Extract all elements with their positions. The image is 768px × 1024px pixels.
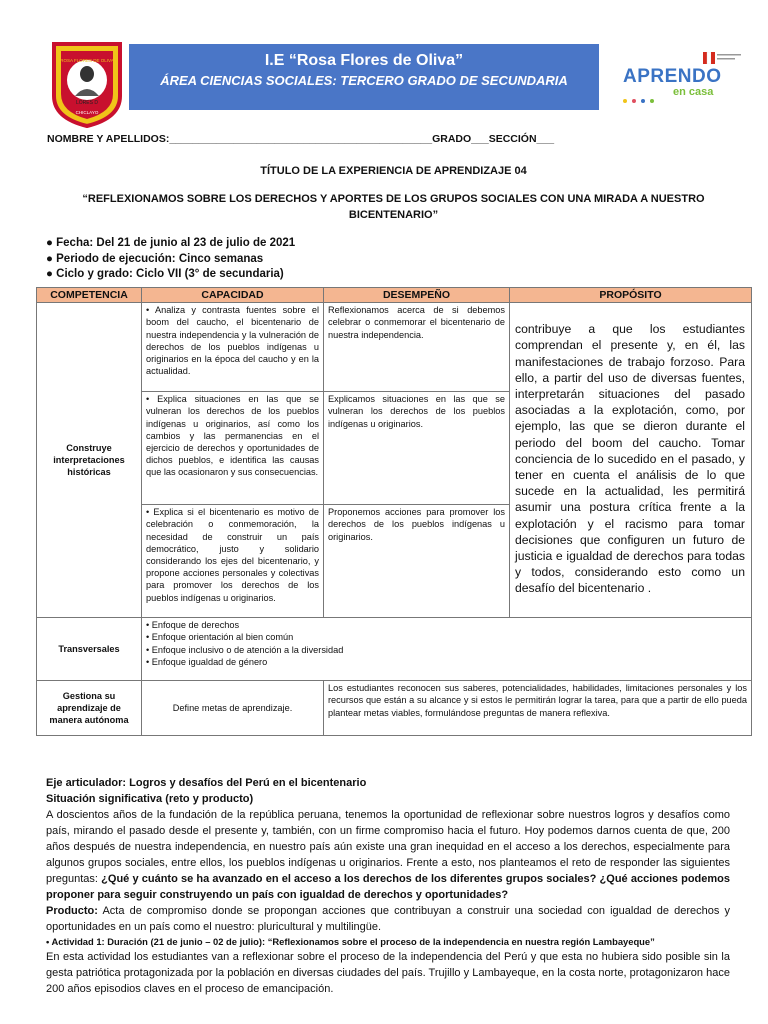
eje-articulador: Eje articulador: Logros y desafíos del Perú en el bicentenario: [46, 777, 367, 789]
header-banner: [129, 44, 599, 110]
transversales-label: Transversales: [37, 618, 142, 681]
info-list: [46, 236, 295, 283]
peru-flag-icon: [703, 52, 743, 64]
proposito-cell: contribuye a que los estudiantes comprendan el presente y, en él, las manifestaciones de trabajo forzoso. Para ello, a partir del uso de diversas fuentes, interpretarán situaciones del pasado asociadas a la explotación, como, por ejemplo, las que se dieron durante el periodo del boom del caucho. Tomar conciencia de lo sucedido en el pasado, y tener en cuenta el análisis de lo que sucede en la actualidad, les permitirá asumir una postura crítica frente a la explotación y el racismo para tomar decisiones que configuren un futuro de justicia e igualdad de derechos para todas y todos, considerando esto como un desafío del bicentenario .: [510, 303, 752, 618]
logo-text: LORES D: [76, 100, 98, 106]
table-row: [37, 303, 752, 392]
aprendo-en-casa-logo: [599, 44, 751, 110]
situacion-title: Situación significativa (reto y producto): [46, 793, 254, 805]
aprendo-dots: [623, 90, 659, 108]
aprendo-word: APRENDO: [623, 66, 722, 87]
header-competencia: COMPETENCIA: [37, 288, 142, 303]
capacidad-cell: • Analiza y contrasta fuentes sobre el boom del caucho, el bicentenario de nuestra independencia y la vulneración de derechos de los pueblos indígenas u originarios en la época del caucho y en la actualidad.: [142, 303, 324, 392]
info-periodo: ● Periodo de ejecución: Cinco semanas: [46, 252, 264, 265]
aprendo-sub: en casa: [673, 86, 714, 98]
body-text: [46, 775, 730, 997]
header-capacidad: CAPACIDAD: [142, 288, 324, 303]
competencias-table: [36, 287, 752, 736]
header-desempeno: DESEMPEÑO: [324, 288, 510, 303]
header-proposito: PROPÓSITO: [510, 288, 752, 303]
enfoque-item: • Enfoque inclusivo o de atención a la diversidad: [146, 644, 344, 655]
producto-paragraph: [46, 903, 730, 935]
area-title: ÁREA CIENCIAS SOCIALES: TERCERO GRADO DE SECUNDARIA: [160, 73, 568, 88]
producto-label: Producto:: [46, 905, 98, 917]
situacion-text: A doscientos años de la fundación de la república peruana, tenemos la oportunidad de reflexionar sobre nuestros logros y desafíos como país, mirando el pasado desde el presente y, también, con un firme compromiso hacia el futuro. Hoy podemos darnos cuenta de que, 200 años después de nuestra independencia, en nuestro país aún existe una gran inequidad en el acceso a los derechos, especialmente para algunos grupos sociales, entre ellos, los pueblos indígenas u originarios. Frente a esto, nos planteamos el reto de responder las siguientes preguntas:: [46, 809, 730, 885]
logo-arc-text: ROSA FLORES DE OLIVA: [60, 58, 114, 63]
competencia-cell: Construye interpretaciones históricas: [37, 303, 142, 618]
desempeno-cell: Explicamos situaciones en las que se vulneran los derechos de los pueblos indígenas u originarios.: [324, 392, 510, 505]
gestiona-description: Los estudiantes reconocen sus saberes, potencialidades, habilidades, limitaciones personales y los recursos que están a su alcance y si estos le permitirán lograr la tarea, para que a partir de ello pueda plantear metas viables, formulándose preguntas de manera reflexiva.: [324, 681, 752, 736]
desempeno-cell: Proponemos acciones para promover los derechos de los pueblos indígenas u originarios.: [324, 505, 510, 618]
producto-text: Acta de compromiso donde se propongan acciones que contribuyan a construir una sociedad con igualdad de derechos y oportunidades en un país como el nuestro: pluricultural y multilingüe.: [46, 905, 730, 933]
situacion-questions: ¿Qué y cuánto se ha avanzado en el acceso a los derechos de los diferentes grupos sociales? ¿Qué acciones podemos proponer para seguir construyendo un país con igualdad de derechos y oportunidades?: [46, 873, 730, 901]
desempeno-cell: Reflexionamos acerca de si debemos celebrar o conmemorar el bicentenario de nuestra independencia.: [324, 303, 510, 392]
gestiona-label: Gestiona su aprendizaje de manera autónoma: [37, 681, 142, 736]
table-row: [37, 681, 752, 736]
capacidad-cell: • Explica si el bicentenario es motivo de celebración o conmemoración, la necesidad de construir un país democrático, justo y solidario considerando los ejes del bicentenario, y propone acciones personales y colectivas para promover los derechos de los pueblos indígenas u originarios.: [142, 505, 324, 618]
table-row: [37, 618, 752, 681]
enfoque-item: • Enfoque igualdad de género: [146, 656, 268, 667]
capacidad-cell: • Explica situaciones en las que se vulneran los derechos de los pueblos indígenas u originarios, así como los cambios y las permanencias en el ejercicio de derechos y oportunidades de dichos pueblos, e identifica las causas que las ocasionaron y sus consecuencias.: [142, 392, 324, 505]
table-header-row: [37, 288, 752, 303]
student-name-line: NOMBRE Y APELLIDOS:_____________________________________________GRADO___SECCIÓN___: [47, 133, 555, 145]
actividad-text: En esta actividad los estudiantes van a reflexionar sobre el proceso de la independencia del Perú y que esta no hubiera sido posible sin la gesta patriótica protagonizada por la población en diversas ciudades del país. Trujillo y Lambayeque, en la costa norte, protagonizaron hace 200 años episodios claves en el proceso de emancipación.: [46, 951, 730, 995]
enfoques-cell: [142, 618, 752, 681]
info-ciclo: ● Ciclo y grado: Ciclo VII (3° de secundaria): [46, 268, 284, 280]
school-logo: [50, 40, 124, 128]
gestiona-capacidad: Define metas de aprendizaje.: [142, 681, 324, 736]
info-fecha: ● Fecha: Del 21 de junio al 23 de julio de 2021: [46, 237, 296, 249]
actividad-title: • Actividad 1: Duración (21 de junio – 02 de julio): “Reflexionamos sobre el proceso de la independencia en nuestra región Lambayeque”: [46, 936, 655, 947]
situacion-paragraph: [46, 807, 730, 903]
logo-city-text: CHICLAYO: [75, 110, 99, 115]
school-name: I.E “Rosa Flores de Oliva”: [264, 52, 464, 69]
experience-name: “REFLEXIONAMOS SOBRE LOS DERECHOS Y APORTES DE LOS GRUPOS SOCIALES CON UNA MIRADA A NUESTRO BICENTENARIO”: [82, 193, 705, 221]
enfoque-item: • Enfoque orientación al bien común: [146, 632, 294, 643]
enfoque-item: • Enfoque de derechos: [146, 620, 240, 631]
experience-title: TÍTULO DE LA EXPERIENCIA DE APRENDIZAJE 04: [260, 165, 527, 177]
